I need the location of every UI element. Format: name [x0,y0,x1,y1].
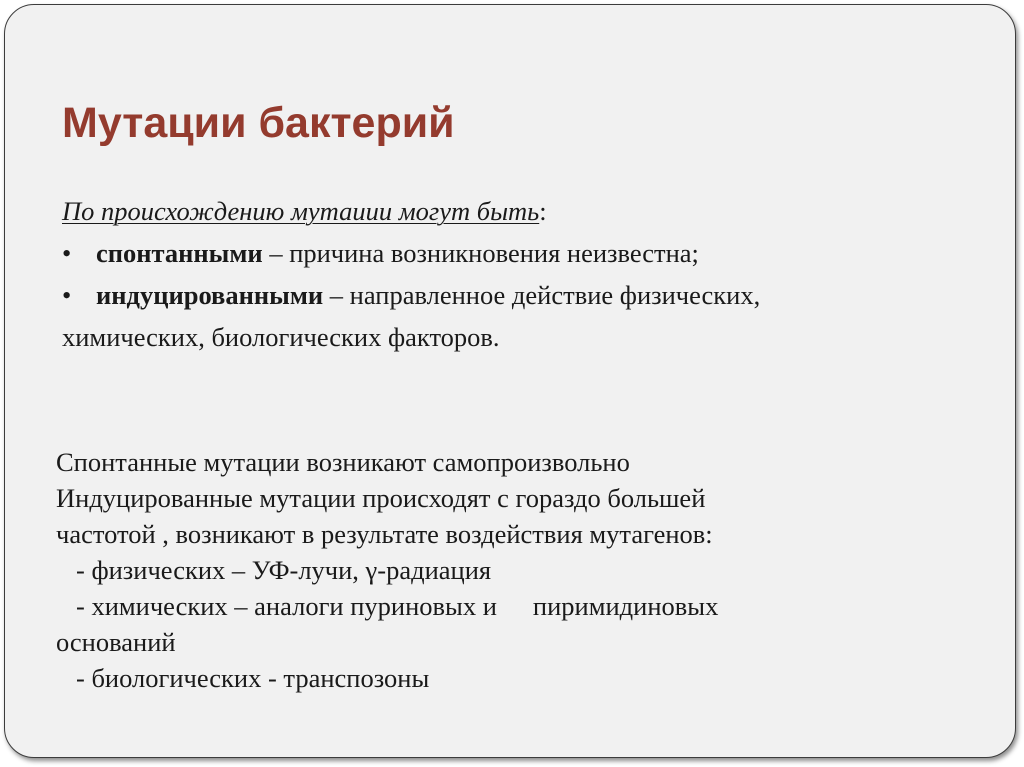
bullet-icon: • [62,238,72,268]
slide-title: Мутации бактерий [62,99,455,147]
mutagen-chemical [56,588,976,624]
bullet-text: – причина возникновения неизвестна; [262,238,699,268]
mutagen-chemical-text: - химических – аналоги пуриновых и [76,591,497,621]
mutagen-biological: - биологических - транспозоны [76,663,430,693]
origin-intro: По происхождению мутаиии могут быть [62,196,540,226]
details-block [56,444,976,696]
bullet-term: спонтанными [96,238,263,268]
bullet-term: индуцированными [96,280,324,310]
bullet-text: – направленное действие физических, [323,280,761,310]
mutagen-chemical-text-cont: пиримидиновых [532,591,719,621]
origin-intro-colon: : [539,196,547,226]
details-line: частотой , возникают в результате воздействия мутагенов: [56,519,713,549]
bullet-item-spontaneous [62,232,962,274]
mutagen-chemical-continuation: оснований [56,627,176,657]
origin-block [62,190,962,358]
bullet-item-induced [62,274,962,316]
origin-intro-line [62,190,962,232]
bullet-icon: • [62,280,72,310]
bullet-continuation: химических, биологических факторов. [62,322,500,352]
details-line: Индуцированные мутации происходят с гораздо большей [56,483,706,513]
details-line: Спонтанные мутации возникают самопроизвольно [56,447,630,477]
mutagen-physical: - физических – УФ-лучи, γ-радиация [76,555,492,585]
